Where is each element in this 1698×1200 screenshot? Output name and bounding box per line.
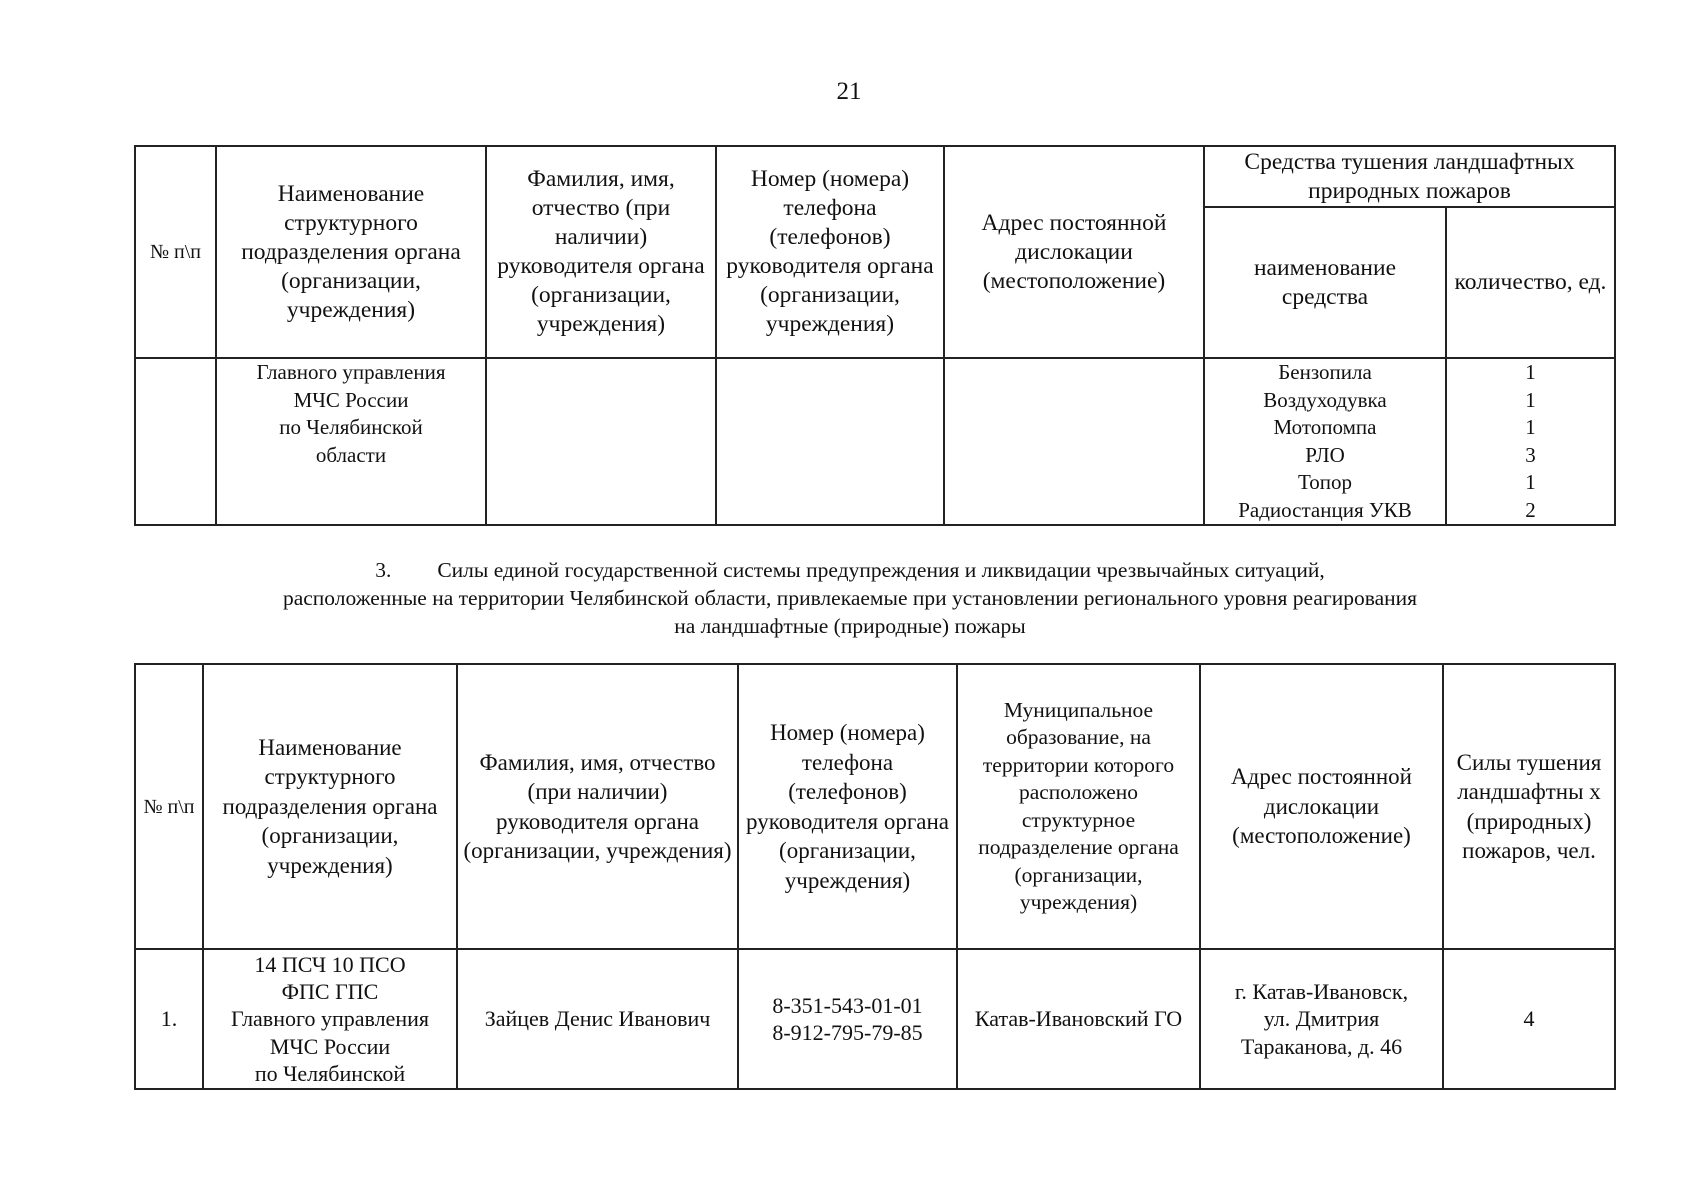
unit-name-line: области	[315, 442, 387, 467]
unit-name-line: МЧС России	[269, 1033, 391, 1059]
header-head-name: Фамилия, имя, отчество (при наличии) руководителя органа (организации, учреждения)	[457, 664, 738, 949]
header-num: № п\п	[135, 146, 216, 358]
quantity-item: 1	[1525, 415, 1536, 439]
section-line-1	[150, 556, 1550, 584]
address-line: ул. Дмитрия	[1263, 1006, 1380, 1032]
section-heading	[150, 556, 1550, 640]
row-head-name: Зайцев Денис Иванович	[457, 949, 738, 1089]
header-address: Адрес постоянной дислокации (местоположение)	[944, 146, 1204, 358]
row-address	[1200, 949, 1443, 1089]
header-means-group: Средства тушения ландшафтных природных пожаров	[1204, 146, 1615, 207]
quantity-item: 1	[1525, 360, 1536, 384]
row-unit-name	[203, 949, 457, 1089]
row-forces: 4	[1443, 949, 1615, 1089]
equipment-item: Бензопила	[1278, 360, 1372, 384]
quantity-item: 3	[1525, 442, 1536, 467]
address-line: г. Катав-Ивановск,	[1234, 978, 1409, 1004]
row-num	[135, 358, 216, 525]
row-address	[944, 358, 1204, 525]
page-number: 21	[836, 78, 862, 105]
unit-name-line: ФПС ГПС	[281, 979, 379, 1005]
row-phone	[716, 358, 944, 525]
row-equipment-list	[1204, 358, 1446, 525]
section-title-line: Силы единой государственной системы предупреждения и ликвидации чрезвычайных ситуаций,	[437, 558, 1325, 582]
unit-name-line: МЧС России	[293, 387, 409, 412]
header-num: № п\п	[135, 664, 203, 949]
unit-name-line: по Челябинской	[254, 1060, 406, 1086]
table-row	[135, 358, 1615, 525]
equipment-item: Радиостанция УКВ	[1238, 497, 1412, 522]
header-municipality: Муниципальное образование, на территории которого расположено структурное подразделение органа (организации, учреждения)	[957, 664, 1200, 949]
equipment-item: РЛО	[1305, 442, 1345, 467]
header-unit-name: Наименование структурного подразделения органа (организации, учреждения)	[216, 146, 486, 358]
quantity-item: 2	[1525, 497, 1536, 522]
section-title-line: расположенные на территории Челябинской области, привлекаемые при установлении регионального уровня реагирования	[282, 586, 1418, 610]
header-unit-name: Наименование структурного подразделения органа (организации, учреждения)	[203, 664, 457, 949]
table-row	[135, 949, 1615, 1089]
row-num: 1.	[135, 949, 203, 1089]
row-unit-name	[216, 358, 486, 525]
header-means-name: наименование средства	[1204, 207, 1446, 358]
header-address: Адрес постоянной дислокации (местоположение)	[1200, 664, 1443, 949]
equipment-item: Мотопомпа	[1273, 415, 1377, 439]
phone-line: 8-912-795-79-85	[772, 1020, 923, 1045]
equipment-item: Воздуходувка	[1263, 387, 1387, 412]
equipment-item: Топор	[1298, 470, 1352, 494]
quantity-item: 1	[1525, 470, 1536, 494]
unit-name-line: по Челябинской	[279, 415, 423, 439]
row-municipality: Катав-Ивановский ГО	[957, 949, 1200, 1089]
row-phones	[738, 949, 957, 1089]
row-head-name	[486, 358, 716, 525]
row-quantity-list	[1446, 358, 1615, 525]
header-forces: Силы тушения ландшафтны х (природных) пожаров, чел.	[1443, 664, 1615, 949]
forces-table	[134, 663, 1616, 1090]
header-phone: Номер (номера) телефона (телефонов) руководителя органа (организации, учреждения)	[716, 146, 944, 358]
header-phone: Номер (номера) телефона (телефонов) руководителя органа (организации, учреждения)	[738, 664, 957, 949]
header-means-qty: количество, ед.	[1446, 207, 1615, 358]
unit-name-line: Главного управления	[256, 360, 446, 384]
address-line: Тараканова, д. 46	[1240, 1033, 1403, 1059]
section-title-line: на ландшафтные (природные) пожары	[674, 614, 1026, 638]
quantity-item: 1	[1525, 387, 1536, 412]
unit-name-line: 14 ПСЧ 10 ПСО	[254, 951, 406, 977]
equipment-table	[134, 145, 1616, 526]
section-number: 3.	[375, 558, 392, 582]
unit-name-line: Главного управления	[231, 1006, 429, 1032]
header-head-name: Фамилия, имя, отчество (при наличии) руководителя органа (организации, учреждения)	[486, 146, 716, 358]
phone-line: 8-351-543-01-01	[772, 992, 923, 1018]
